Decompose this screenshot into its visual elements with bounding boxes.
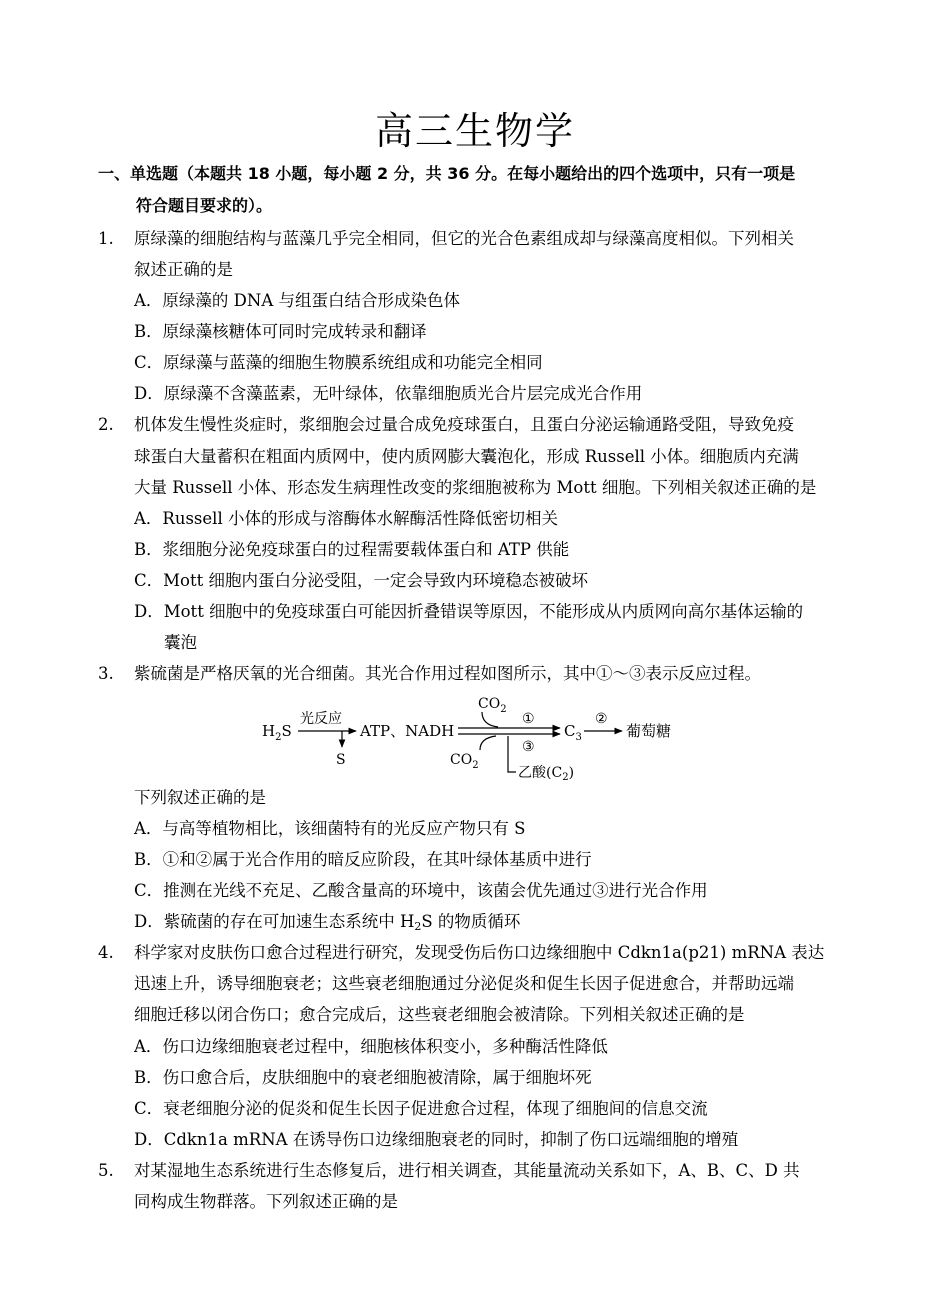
atp-nadh-label: ATP、NADH xyxy=(360,722,455,740)
option-d-cont: 囊泡 xyxy=(164,633,197,652)
question-stem: 同构成生物群落。下列叙述正确的是 xyxy=(134,1192,398,1211)
option-d: D．紫硫菌的存在可加速生态系统中 $H_2S$ 的物质循环 xyxy=(134,912,521,933)
co2-bottom-curve xyxy=(480,736,496,750)
section-heading: 一、单选题（本题共 18 小题，每小题 2 分，共 36 分。在每小题给出的四个选项中，只有一项是 xyxy=(98,164,796,183)
option-a: A．伤口边缘细胞衰老过程中，细胞核体积变小，多种酶活性降低 xyxy=(134,1037,608,1056)
photosynthesis-diagram xyxy=(260,692,700,782)
question-number: 2. xyxy=(98,415,114,434)
question-stem: 球蛋白大量蓄积在粗面内质网中，使内质网膨大囊泡化，形成 Russell 小体。细胞质内充满 xyxy=(134,447,799,466)
question-stem: 机体发生慢性炎症时，浆细胞会过量合成免疫球蛋白，且蛋白分泌运输通路受阻，导致免疫 xyxy=(134,415,794,434)
question-stem: 迅速上升，诱导细胞衰老；这些衰老细胞通过分泌促炎和促生长因子促进愈合，并帮助远端 xyxy=(134,974,794,993)
question-number: 5. xyxy=(98,1161,114,1180)
glucose-label: 葡萄糖 xyxy=(626,722,672,740)
question-stem: 大量 Russell 小体、形态发生病理性改变的浆细胞被称为 Mott 细胞。下列相关叙述正确的是 xyxy=(134,478,817,497)
option-d: D．Mott 细胞中的免疫球蛋白可能因折叠错误等原因，不能形成从内质网向高尔基体运输的 xyxy=(134,602,804,621)
option-b: B．原绿藻核糖体可同时完成转录和翻译 xyxy=(134,322,427,341)
option-d: D．Cdkn1a mRNA 在诱导伤口边缘细胞衰老的同时，抑制了伤口远端细胞的增殖 xyxy=(134,1130,739,1149)
co2-top-label: $CO_2$ xyxy=(478,696,507,715)
question-stem: 细胞迁移以闭合伤口；愈合完成后，这些衰老细胞会被清除。下列相关叙述正确的是 xyxy=(134,1005,745,1024)
light-reaction-label: 光反应 xyxy=(300,711,342,727)
option-c: C．推测在光线不充足、乙酸含量高的环境中，该菌会优先通过③进行光合作用 xyxy=(134,881,708,900)
question-number: 4. xyxy=(98,943,114,962)
step2-label: ② xyxy=(595,711,608,727)
question-stem: 下列叙述正确的是 xyxy=(134,788,266,807)
question-stem: 对某湿地生态系统进行生态修复后，进行相关调查，其能量流动关系如下，A、B、C、D 共 xyxy=(134,1161,800,1180)
co2-bottom-label: $CO_2$ xyxy=(450,752,479,771)
c3-label: $C_3$ xyxy=(564,722,582,743)
s-product-label: S xyxy=(336,752,346,768)
h2s-label: $H_2S$ xyxy=(262,722,292,743)
page-title: 高三生物学 xyxy=(374,109,575,153)
question-stem: 科学家对皮肤伤口愈合过程进行研究，发现受伤后伤口边缘细胞中 Cdkn1a(p21) mRNA 表达 xyxy=(134,943,825,962)
question-stem: 叙述正确的是 xyxy=(134,260,233,279)
option-b: B．浆细胞分泌免疫球蛋白的过程需要载体蛋白和 ATP 供能 xyxy=(134,540,570,559)
option-c: C．原绿藻与蓝藻的细胞生物膜系统组成和功能完全相同 xyxy=(134,353,543,372)
question-stem: 紫硫菌是严格厌氧的光合细菌。其光合作用过程如图所示，其中①～③表示反应过程。 xyxy=(134,664,761,683)
step1-label: ① xyxy=(522,711,535,727)
question-number: 3. xyxy=(98,664,114,683)
option-a: A．Russell 小体的形成与溶酶体水解酶活性降低密切相关 xyxy=(134,509,558,528)
co2-top-curve xyxy=(482,712,498,727)
option-b: B．①和②属于光合作用的暗反应阶段，在其叶绿体基质中进行 xyxy=(134,850,592,869)
acetic-bracket xyxy=(508,736,516,772)
step3-label: ③ xyxy=(522,739,535,755)
question-stem: 原绿藻的细胞结构与蓝藻几乎完全相同，但它的光合色素组成却与绿藻高度相似。下列相关 xyxy=(134,229,794,248)
option-a: A．原绿藻的 DNA 与组蛋白结合形成染色体 xyxy=(134,291,460,310)
option-a: A．与高等植物相比，该细菌特有的光反应产物只有 S xyxy=(134,819,526,838)
option-c: C．Mott 细胞内蛋白分泌受阻，一定会导致内环境稳态被破坏 xyxy=(134,571,588,590)
option-d: D．原绿藻不含藻蓝素，无叶绿体，依靠细胞质光合片层完成光合作用 xyxy=(134,384,643,403)
section-heading-cont: 符合题目要求的）。 xyxy=(136,196,273,215)
option-c: C．衰老细胞分泌的促炎和促生长因子促进愈合过程，体现了细胞间的信息交流 xyxy=(134,1099,708,1118)
acetic-acid-label: 乙酸$(C_2)$ xyxy=(518,765,575,782)
question-number: 1. xyxy=(98,229,114,248)
option-b: B．伤口愈合后，皮肤细胞中的衰老细胞被清除，属于细胞坏死 xyxy=(134,1068,592,1087)
